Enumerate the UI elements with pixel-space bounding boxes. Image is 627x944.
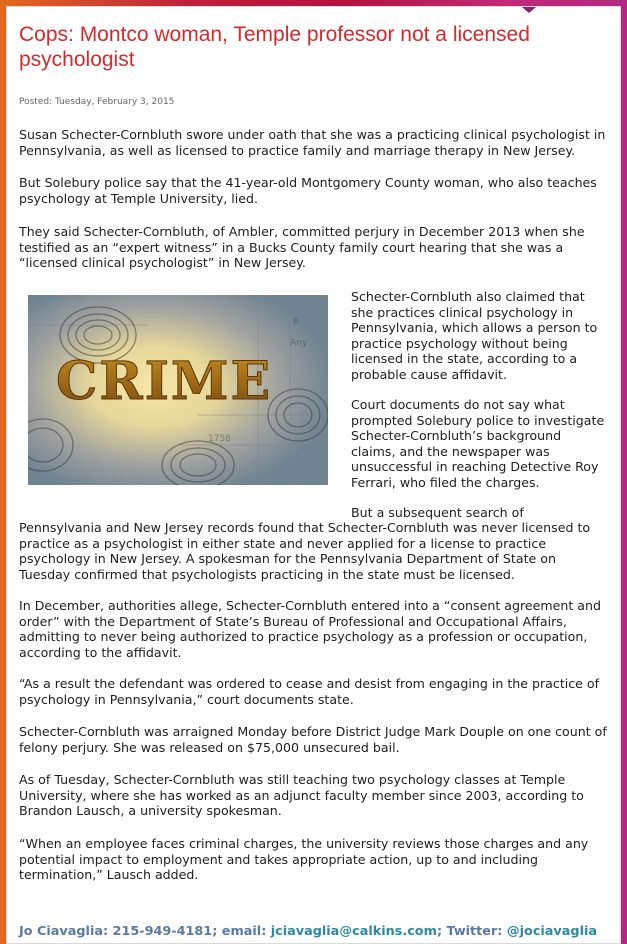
paragraph-1: Susan Schecter-Cornbluth swore under oath that she was a practicing clinical psychologist in Pennsylvania, as well as licensed to practice family and marriage therapy in New Jersey. xyxy=(19,127,606,158)
paragraph-8: “As a result the defendant was ordered to cease and desist from engaging in the practice of psychology in Pennsylvania,” court documents state. xyxy=(19,676,600,707)
posted-date: Posted: Tuesday, February 3, 2015 xyxy=(19,97,175,107)
top-notch xyxy=(522,7,536,13)
paragraph-10: As of Tuesday, Schecter-Cornbluth was still teaching two psychology classes at Temple University, where she has worked as an adjunct faculty member since 2003, according to Brandon Lausch, a university spokesman. xyxy=(19,772,584,818)
paragraph-4: Schecter-Cornbluth also claimed that she practices clinical psychology in Pennsylvania, which allows a person to practice psychology without being licensed in the state, according to a probable cause affidavit. xyxy=(351,289,598,382)
svg-text:P.: P. xyxy=(293,318,300,328)
article-title: Cops: Montco woman, Temple professor not a licensed psychologist xyxy=(19,23,530,71)
paragraph-7: In December, authorities allege, Schecter-Cornbluth entered into a “consent agreement and order” with the Department of State’s Bureau of Professional and Occupational Affairs, admitting to never being authorized to practice psychology as a profession or occupation, according to the affidavit. xyxy=(19,598,601,660)
paragraph-6: Pennsylvania and New Jersey records found that Schecter-Cornbluth was never licensed to practice as a psychologist in either state and never applied for a license to practice psychology in New Jersey. A spokesman for the Pennsylvania Department of State on Tuesday confirmed that psychologists practicing in the state must be licensed. xyxy=(19,520,591,582)
email-link[interactable]: jciavaglia@calkins.com xyxy=(270,924,437,939)
article-card xyxy=(6,6,621,944)
crime-fingerprint-illustration xyxy=(28,295,328,485)
svg-text:Any: Any xyxy=(290,338,308,348)
twitter-link[interactable]: @jociavaglia xyxy=(506,924,597,939)
svg-text:1758: 1758 xyxy=(208,434,231,444)
crime-image xyxy=(28,295,328,485)
paragraph-2: But Solebury police say that the 41-year-old Montgomery County woman, who also teaches psychology at Temple University, lied. xyxy=(19,175,597,206)
crime-text: CRIME xyxy=(56,351,273,412)
paragraph-3: They said Schecter-Cornbluth, of Ambler, committed perjury in December 2013 when she testified as an “expert witness” in a Bucks County family court hearing that she was a “licensed clinical psychologist” in New Jersey. xyxy=(19,224,585,270)
twitter-separator: ; Twitter: xyxy=(436,924,507,939)
paragraph-5: Court documents do not say what prompted Solebury police to investigate Schecter-Cornbluth’s background claims, and the newspaper was unsuccessful in reaching Detective Roy Ferrari, who filed the charges. xyxy=(351,397,605,490)
author-footer xyxy=(19,924,597,940)
author-contact: Jo Ciavaglia: 215-949-4181; email: xyxy=(19,924,271,939)
paragraph-6-start: But a subsequent search of xyxy=(351,505,524,520)
paragraph-9: Schecter-Cornbluth was arraigned Monday before District Judge Mark Douple on one count of felony perjury. She was released on $75,000 unsecured bail. xyxy=(19,724,607,755)
paragraph-11: “When an employee faces criminal charges, the university reviews those charges and any potential impact to employment and takes appropriate action, up to and including termination,” Lausch added. xyxy=(19,836,589,882)
